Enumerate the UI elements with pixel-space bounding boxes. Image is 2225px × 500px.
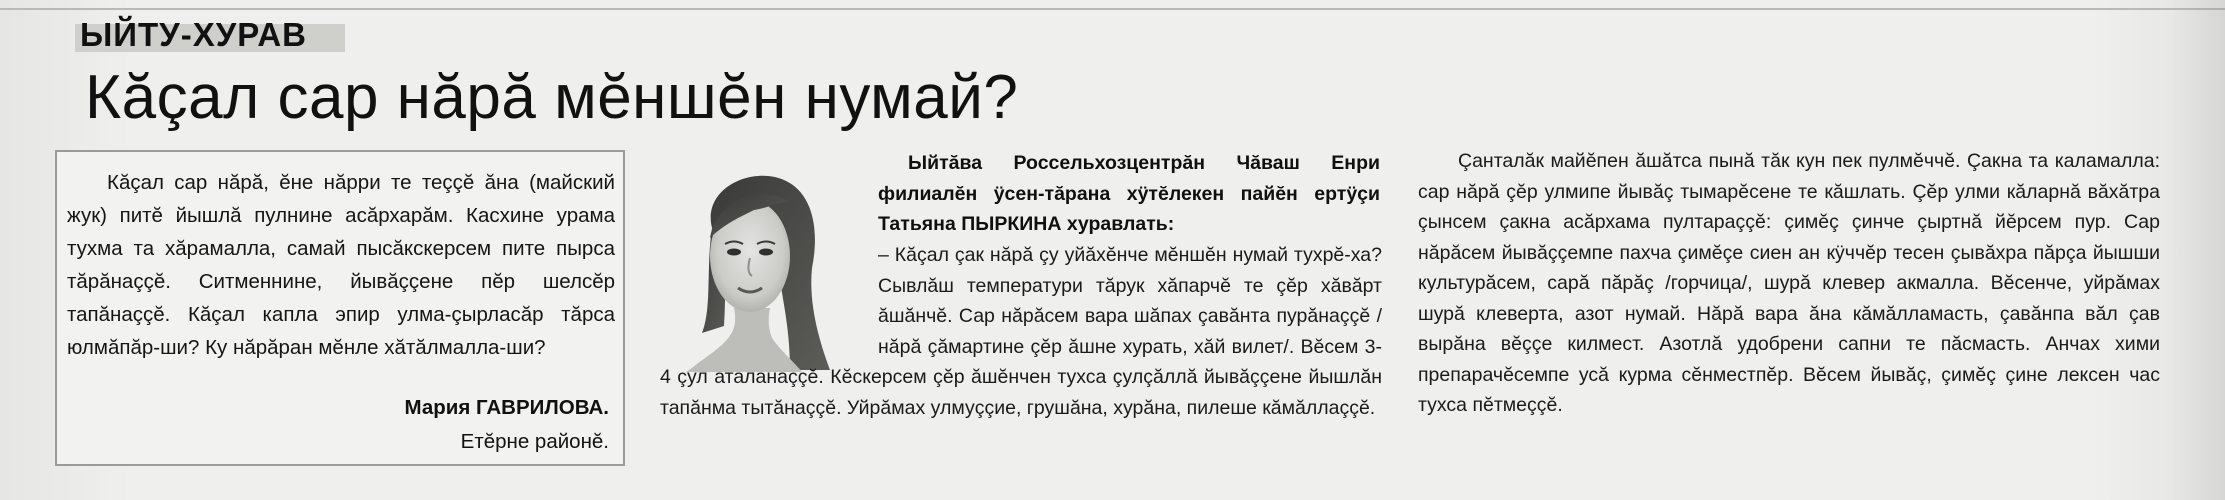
- reader-question-box: [55, 150, 625, 466]
- top-rule: [0, 8, 2225, 10]
- answer-column-2: Çанталăк майĕпен ăшăтса пынă тăк кун пек пулмĕччĕ. Çакна та каламалла: сар нăрă çĕр улмипе йывăç тымарĕсене те кăшлать. Çĕр улми кăларнă вăхăтра çынсем çакна асăрхама пултараççĕ: çимĕç çинче çыртнă йĕрсем пур. Сар нăрăсем йывăççемпе пахча çимĕçе сиен ан кÿччĕр тесен çывăхра пăрça йышши культурăсем, сарă пăрăç /горчица/, шурă клевер акмалла. Вĕсенче, уйрăмах шурă клеверта, азот нумай. Нăрă вара ăна кăмăлламасть, çавăнпа вăл çав вырăна вĕççе килмест. Азотлă удобрени сапни те пăсмасть. Анчах хими препарачĕсемпе усă курма сĕнместпĕр. Вĕсем йывăç, çимĕç çине лексен час тухса пĕтмеççĕ.: [1418, 150, 2160, 416]
- reader-question-text: Кăçал сар нăрă, ĕне нăрри те теççĕ ăна (майский жук) питĕ йышлă пулнине асăрхарăм. Касхине урама тухма та хăрамалла, самай пысăкскерсем пите пырса тăрăнаççĕ. Ситменнине, йывăççене пĕр шелсĕр тапăнаççĕ. Кăçал капла эпир улма-çырласăр тăрса юлмăпăр-ши? Ку нăрăран мĕнле хăтăлмалла-ши?: [67, 171, 615, 359]
- article-headline: Кăçал сар нăрă мĕншĕн нумай?: [85, 63, 1019, 132]
- answer-paragraph-1: – Кăçал çак нăрă çу уйăхĕнче мĕншĕн нумай тухрĕ-ха? Сывлăш температури тăрук хăпарчĕ те çĕр хăвăрт ăшăнчĕ. Сар нăрăсем вара шăпах çавăнта пурăнаççĕ /нăрă çăмартине çĕр ăшне хурать, хăй вилет/. Вĕсем 3-4 çул аталанаççĕ. Кĕскерсем çĕр ăшĕнчен тухса çулçăллă йывăççене йышлăн тапăнма тытăнаççĕ. Уйрăмах улмуççие, грушăна, хурăна, пилеше кăмăллаççĕ.: [660, 244, 1382, 419]
- question-author: Мария ГАВРИЛОВА.: [404, 396, 609, 419]
- answer-column-1: [660, 240, 1382, 423]
- scan-edge-shadow: [2170, 0, 2225, 500]
- question-district: Етĕрне районĕ.: [460, 430, 609, 453]
- section-rubric: ЫЙТУ-ХУРАВ: [80, 16, 308, 53]
- portrait-wrap-space: [660, 240, 878, 360]
- answer-intro: Ыйтăва Россельхозцентрăн Чăваш Енри филиалĕн ÿсен-тăрана хÿтĕлекен пайĕн ертÿçи Татьяна ПЫРКИНА хуравлать:: [878, 152, 1380, 235]
